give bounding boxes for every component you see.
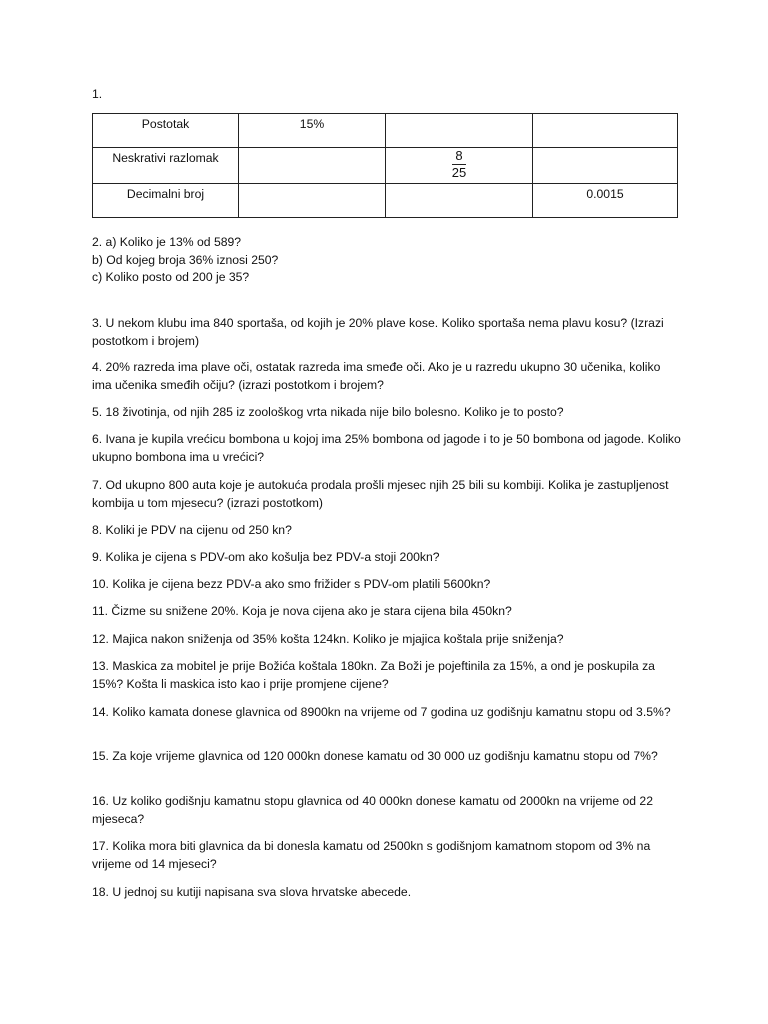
cell-decimal-value: 0.0015 — [533, 183, 678, 217]
task-2b: b) Od kojeg broja 36% iznosi 250? — [92, 252, 279, 267]
task-text: 13. Maskica za mobitel je prije Božića koštala 180kn. Za Boži je pojeftinila za 15%, a ond je poskupila za 15%? Košta li maskica isto kao i prije promjene cijene? — [92, 659, 655, 691]
task-text: 9. Kolika je cijena s PDV-om ako košulja bez PDV-a stoji 200kn? — [92, 550, 440, 564]
cell-percent-value: 15% — [239, 114, 386, 148]
task-text: 4. 20% razreda ima plave oči, ostatak razreda ima smeđe oči. Ako je u razredu ukupno 30 učenika, koliko ima učenika smeđih očiju? (izrazi postotkom i brojem? — [92, 360, 661, 392]
task-text: 3. U nekom klubu ima 840 sportaša, od kojih je 20% plave kose. Koliko sportaša nema plavu kosu? (Izrazi postotkom i brojem) — [92, 316, 664, 348]
cell-empty — [386, 183, 533, 217]
cell-empty — [533, 148, 678, 184]
task-text: 11. Čizme su snižene 20%. Koja je nova cijena ako je stara cijena bila 450kn? — [92, 604, 512, 618]
task-11 — [92, 603, 682, 621]
cell-empty — [239, 183, 386, 217]
task-2a: 2. a) Koliko je 13% od 589? — [92, 235, 242, 249]
task-6 — [92, 431, 682, 466]
task-1-number: 1. — [92, 87, 103, 101]
task-text: 5. 18 životinja, od njih 285 iz zoološkog vrta nikada nije bilo bolesno. Koliko je to posto? — [92, 405, 564, 419]
task-16 — [92, 793, 682, 828]
task-15 — [92, 748, 682, 766]
cell-label-decimal: Decimalni broj — [93, 183, 239, 217]
task-7 — [92, 477, 682, 512]
task-text: 14. Koliko kamata donese glavnica od 8900kn na vrijeme od 7 godina uz godišnju kamatnu stopu od 3.5%? — [92, 705, 671, 719]
task-4 — [92, 359, 682, 394]
task-8 — [92, 522, 682, 540]
task-5 — [92, 404, 682, 422]
task-3 — [92, 315, 682, 350]
cell-empty — [533, 114, 678, 148]
conversion-table — [92, 113, 678, 218]
cell-label-fraction: Neskrativi razlomak — [93, 148, 239, 184]
table-row-decimal — [93, 183, 678, 217]
cell-label-percent: Postotak — [93, 114, 239, 148]
task-2c: c) Koliko posto od 200 je 35? — [92, 270, 250, 284]
task-text: 17. Kolika mora biti glavnica da bi donesla kamatu od 2500kn s godišnjom kamatnom stopom od 3% na vrijeme od 14 mjeseci? — [92, 839, 651, 871]
cell-empty — [239, 148, 386, 184]
task-10 — [92, 576, 682, 594]
task-text: 10. Kolika je cijena bezz PDV-a ako smo frižider s PDV-om platili 5600kn? — [92, 577, 491, 591]
task-text: 18. U jednoj su kutiji napisana sva slova hrvatske abecede. — [92, 885, 412, 899]
task-14 — [92, 704, 682, 722]
task-text: 16. Uz koliko godišnju kamatnu stopu glavnica od 40 000kn donese kamatu od 2000kn na vrijeme od 22 mjeseca? — [92, 794, 653, 826]
task-text: 6. Ivana je kupila vrećicu bombona u kojoj ima 25% bombona od jagode i to je 50 bombona od jagode. Koliko ukupno bombona ima u vrećici? — [92, 432, 681, 464]
fraction-denominator: 25 — [451, 165, 467, 180]
task-17 — [92, 838, 682, 873]
task-18 — [92, 884, 682, 902]
task-text: 12. Majica nakon sniženja od 35% košta 124kn. Koliko je mjajica koštala prije sniženja? — [92, 632, 564, 646]
task-2 — [92, 234, 682, 287]
task-12 — [92, 631, 682, 649]
cell-empty — [386, 114, 533, 148]
fraction-numerator: 8 — [455, 148, 463, 163]
task-text: 7. Od ukupno 800 auta koje je autokuća prodala prošli mjesec njih 25 bili su kombiji. Kolika je zastupljenost kombija u tom mjesecu? (izrazi postotkom) — [92, 478, 669, 510]
cell-fraction — [386, 148, 533, 184]
table-row-fraction — [93, 148, 678, 184]
task-text: 8. Koliki je PDV na cijenu od 250 kn? — [92, 523, 292, 537]
task-13 — [92, 658, 682, 693]
table-row-percent — [93, 114, 678, 148]
fraction-8-25 — [452, 149, 466, 180]
task-9 — [92, 549, 682, 567]
task-text: 15. Za koje vrijeme glavnica od 120 000kn donese kamatu od 30 000 uz godišnju kamatnu stopu od 7%? — [92, 749, 658, 763]
